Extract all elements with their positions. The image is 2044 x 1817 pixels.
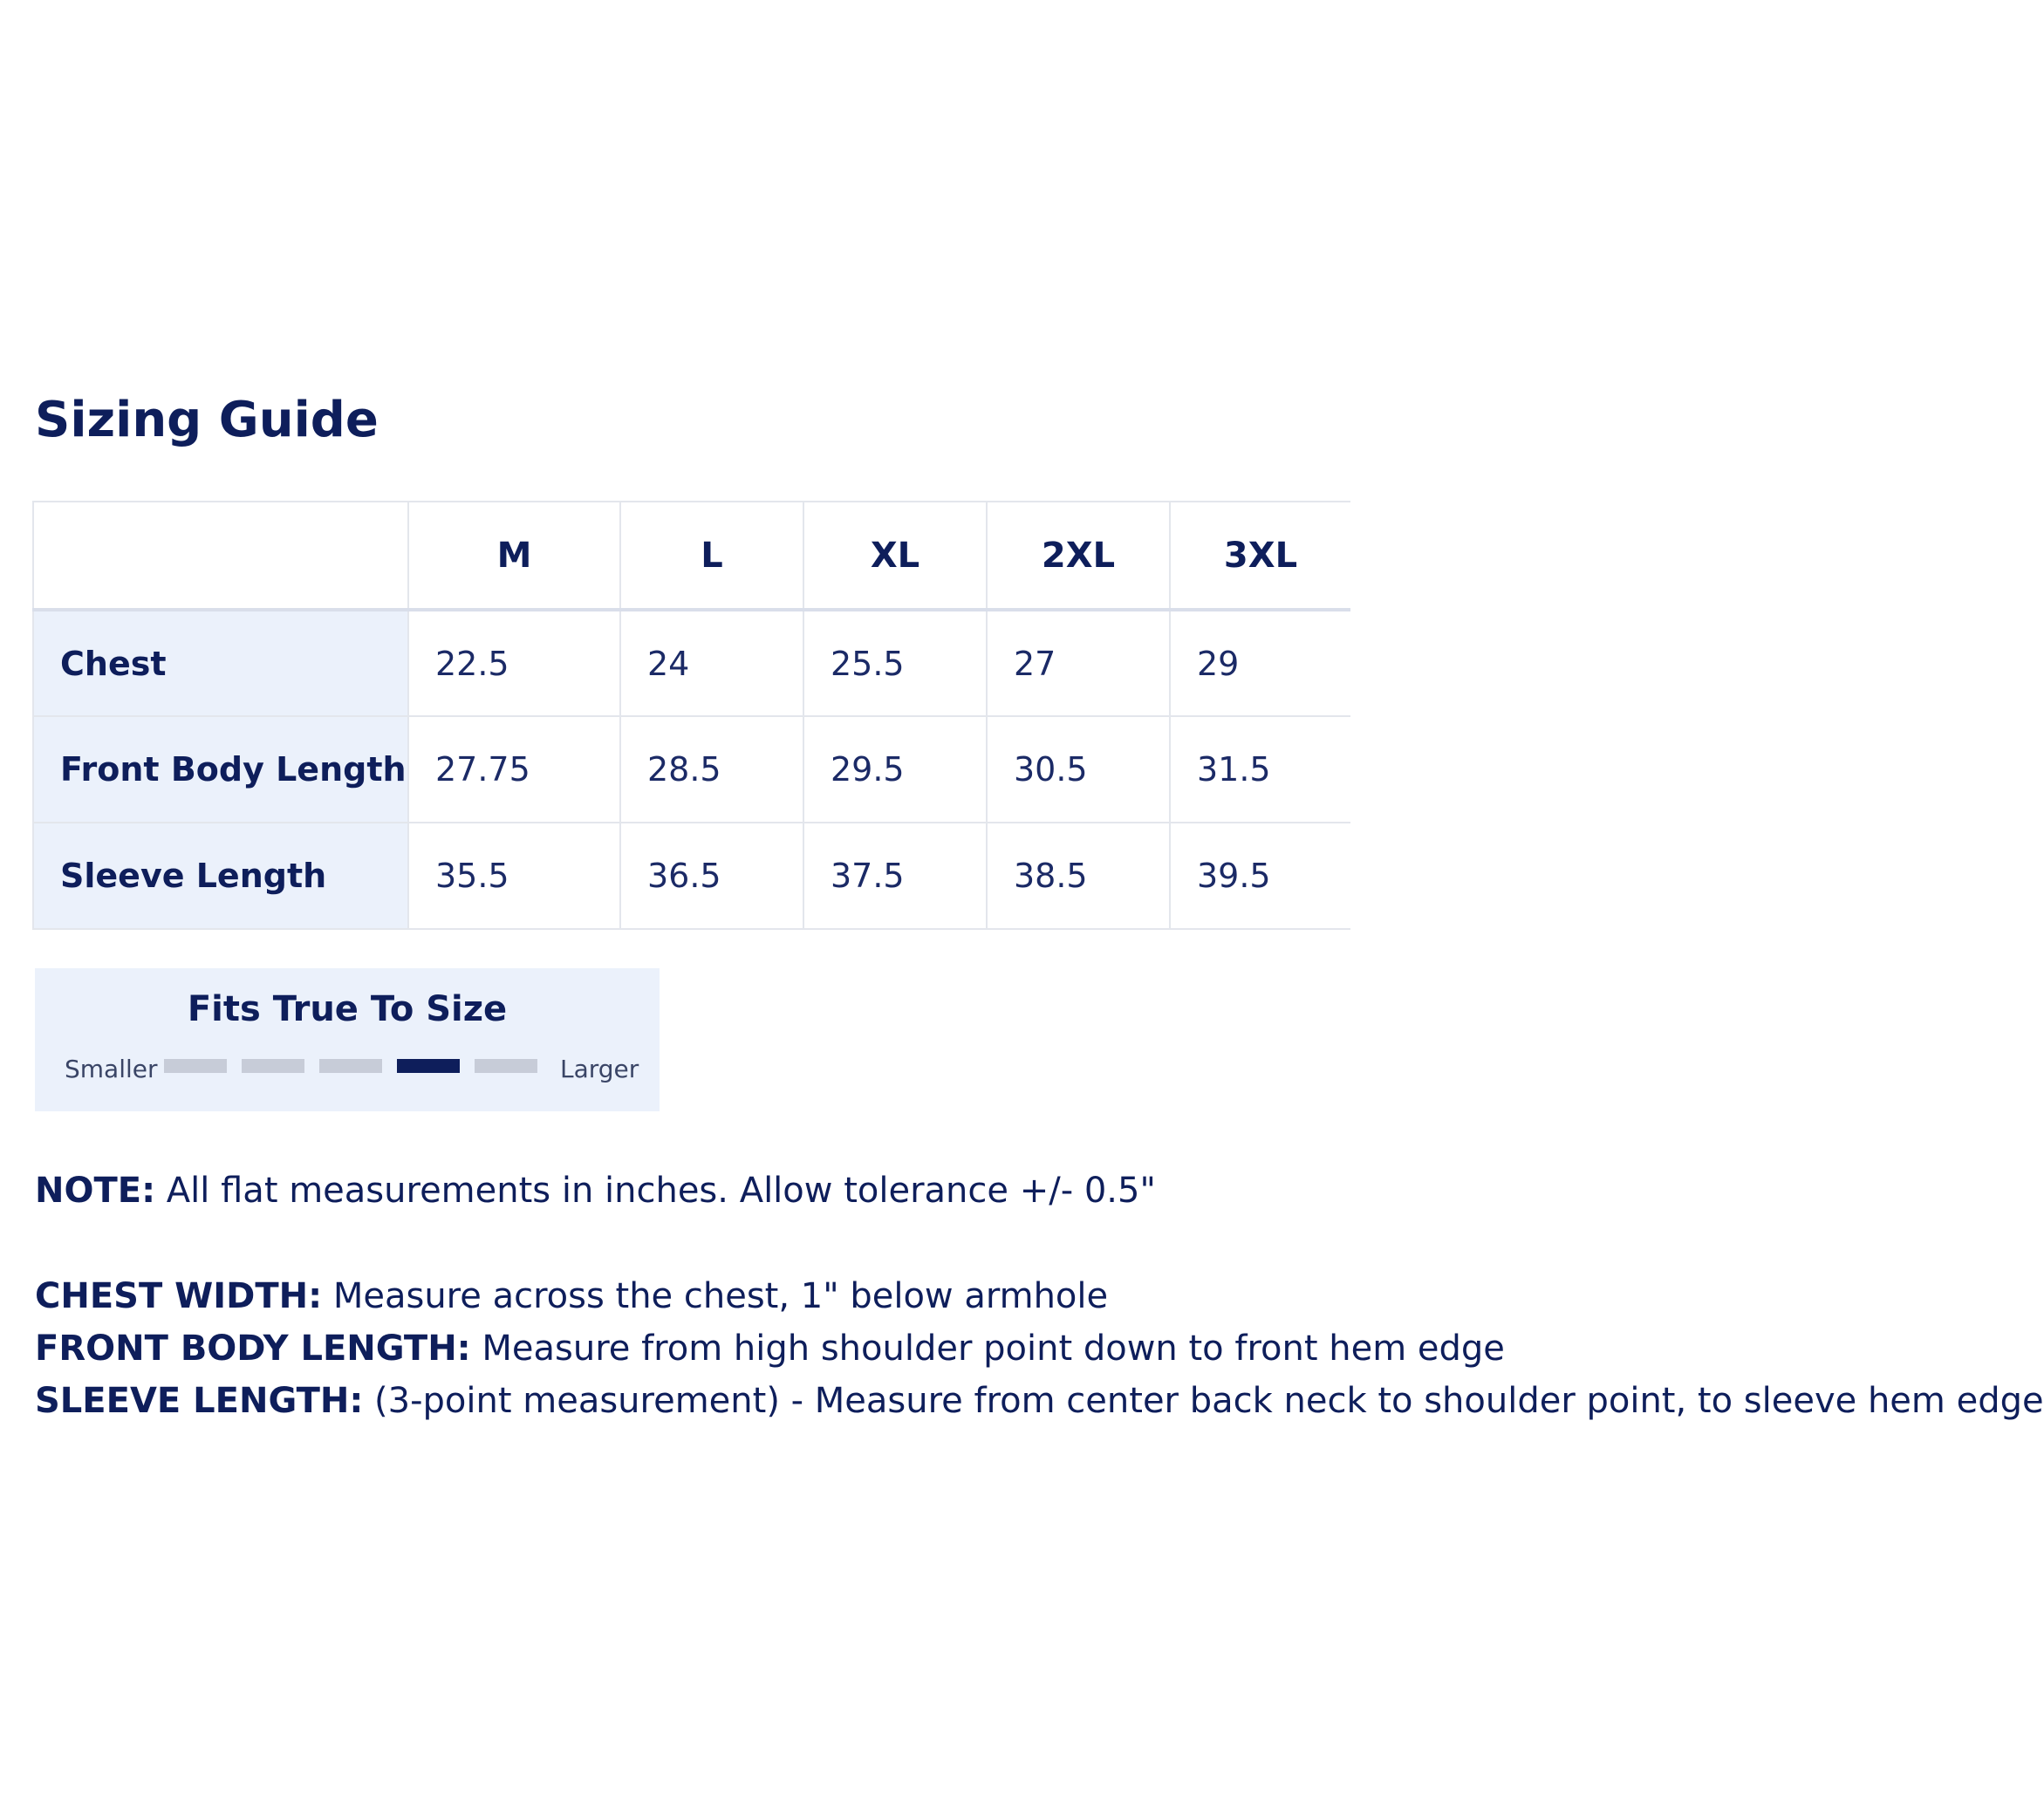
table-header-row — [33, 502, 1350, 610]
table-cell: 30.5 — [987, 716, 1170, 823]
fit-scale-smaller-label: Smaller — [65, 1055, 158, 1083]
table-cell: 37.5 — [803, 823, 987, 929]
table-cell: 36.5 — [620, 823, 803, 929]
column-header-xl: XL — [803, 502, 987, 610]
table-cell: 29.5 — [803, 716, 987, 823]
fit-scale-bar — [242, 1059, 304, 1073]
row-label-chest: Chest — [33, 610, 408, 716]
table-row — [33, 716, 1350, 823]
row-label-sleeve-length: Sleeve Length — [33, 823, 408, 929]
table-cell: 31.5 — [1170, 716, 1350, 823]
table-cell: 39.5 — [1170, 823, 1350, 929]
definition-text: Measure across the chest, 1" below armhole — [322, 1276, 1109, 1316]
definition-label: FRONT BODY LENGTH: — [35, 1329, 471, 1369]
column-header-3xl: 3XL — [1170, 502, 1350, 610]
definition-text: (3-point measurement) - Measure from center back neck to shoulder point, to sleeve hem edge — [363, 1381, 2044, 1421]
definition-chest-width — [35, 1276, 1108, 1316]
note-label: NOTE: — [35, 1171, 156, 1211]
column-header-m: M — [408, 502, 620, 610]
measurement-note — [35, 1171, 1156, 1211]
page-title: Sizing Guide — [35, 392, 379, 448]
definition-label: SLEEVE LENGTH: — [35, 1381, 364, 1421]
definition-label: CHEST WIDTH: — [35, 1276, 323, 1316]
table-cell: 25.5 — [803, 610, 987, 716]
table-cell: 29 — [1170, 610, 1350, 716]
definition-text: Measure from high shoulder point down to front hem edge — [470, 1329, 1505, 1369]
table-cell: 38.5 — [987, 823, 1170, 929]
table-row — [33, 610, 1350, 716]
size-chart-table — [32, 501, 1350, 930]
fit-title: Fits True To Size — [187, 989, 508, 1029]
fit-scale-bar — [475, 1059, 537, 1073]
note-text: All flat measurements in inches. Allow tolerance +/- 0.5" — [155, 1171, 1156, 1211]
column-header-l: L — [620, 502, 803, 610]
definition-sleeve-length — [35, 1381, 2044, 1421]
table-cell: 28.5 — [620, 716, 803, 823]
table-cell: 27.75 — [408, 716, 620, 823]
fit-scale-bar — [319, 1059, 382, 1073]
column-header-2xl: 2XL — [987, 502, 1170, 610]
fit-scale-bar — [164, 1059, 227, 1073]
definition-front-body-length — [35, 1329, 1505, 1369]
row-label-front-body-length: Front Body Length — [33, 716, 408, 823]
table-cell: 22.5 — [408, 610, 620, 716]
table-row — [33, 823, 1350, 929]
fit-scale-larger-label: Larger — [560, 1055, 639, 1083]
table-cell: 35.5 — [408, 823, 620, 929]
table-cell: 24 — [620, 610, 803, 716]
fit-scale-bar-selected — [397, 1059, 460, 1073]
fit-indicator-panel — [35, 968, 660, 1111]
table-cell: 27 — [987, 610, 1170, 716]
table-corner-cell — [33, 502, 408, 610]
